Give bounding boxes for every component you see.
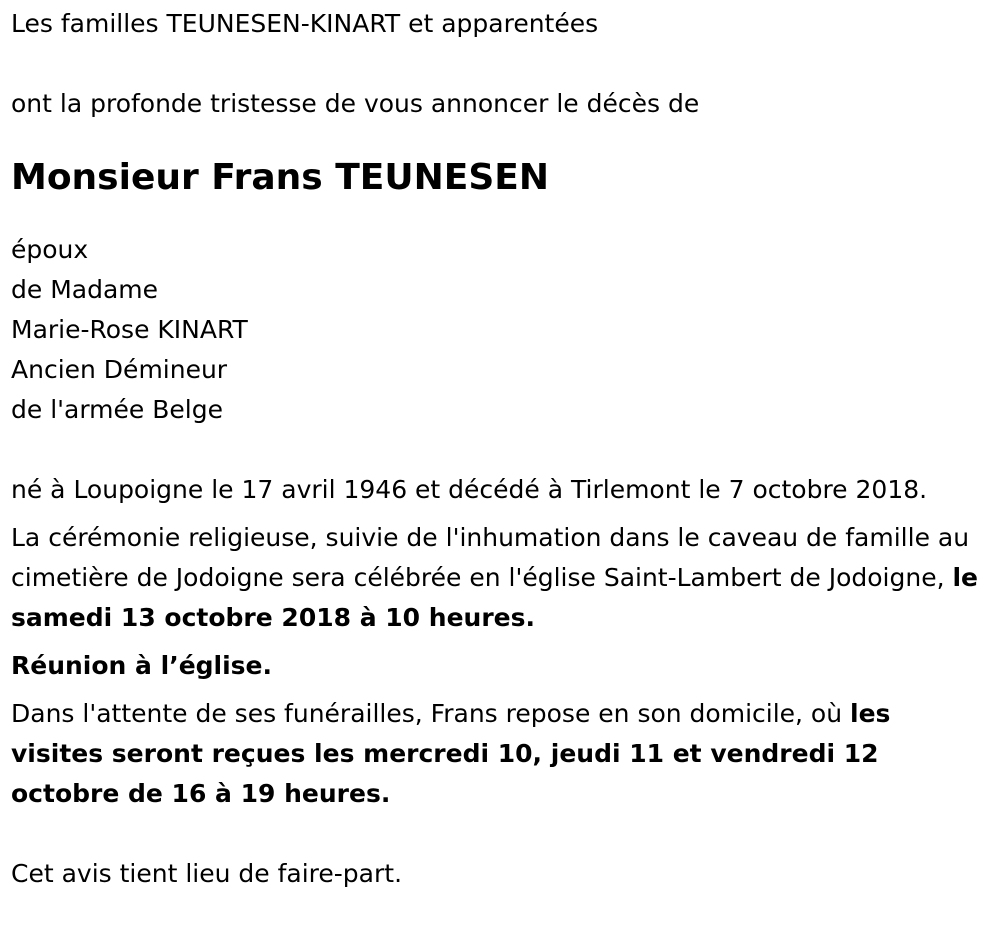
visits-schedule: les visites seront reçues les mercredi 10, jeudi 11 et vendredi 12 octobre de 16 à 19 heures. [11,699,891,808]
birth-death-line: né à Loupoigne le 17 avril 1946 et décédé à Tirlemont le 7 octobre 2018. [11,475,928,504]
relation-line: Ancien Démineur [11,355,228,384]
announcement-line: ont la profonde tristesse de vous annoncer le décès de [11,89,700,118]
meeting-line: Réunion à l’église. [11,651,273,680]
deceased-name: Monsieur Frans TEUNESEN [11,157,549,198]
relation-line: de l'armée Belge [11,395,223,424]
visits-text: Dans l'attente de ses funérailles, Frans repose en son domicile, où [11,699,851,728]
relation-line: époux [11,235,89,264]
relation-line: de Madame [11,275,159,304]
relation-line: Marie-Rose KINART [11,315,248,344]
ceremony-paragraph [11,518,989,638]
relation-block [11,230,989,430]
visits-paragraph [11,694,989,814]
ceremony-text: La cérémonie religieuse, suivie de l'inhumation dans le caveau de famille au cimetière de Jodoigne sera célébrée en l'église Saint-Lambert de Jodoigne, [11,523,970,592]
closing-line: Cet avis tient lieu de faire-part. [11,859,403,888]
ceremony-date: le samedi 13 octobre 2018 à 10 heures. [11,563,978,632]
families-line: Les familles TEUNESEN-KINART et apparentées [11,9,599,38]
